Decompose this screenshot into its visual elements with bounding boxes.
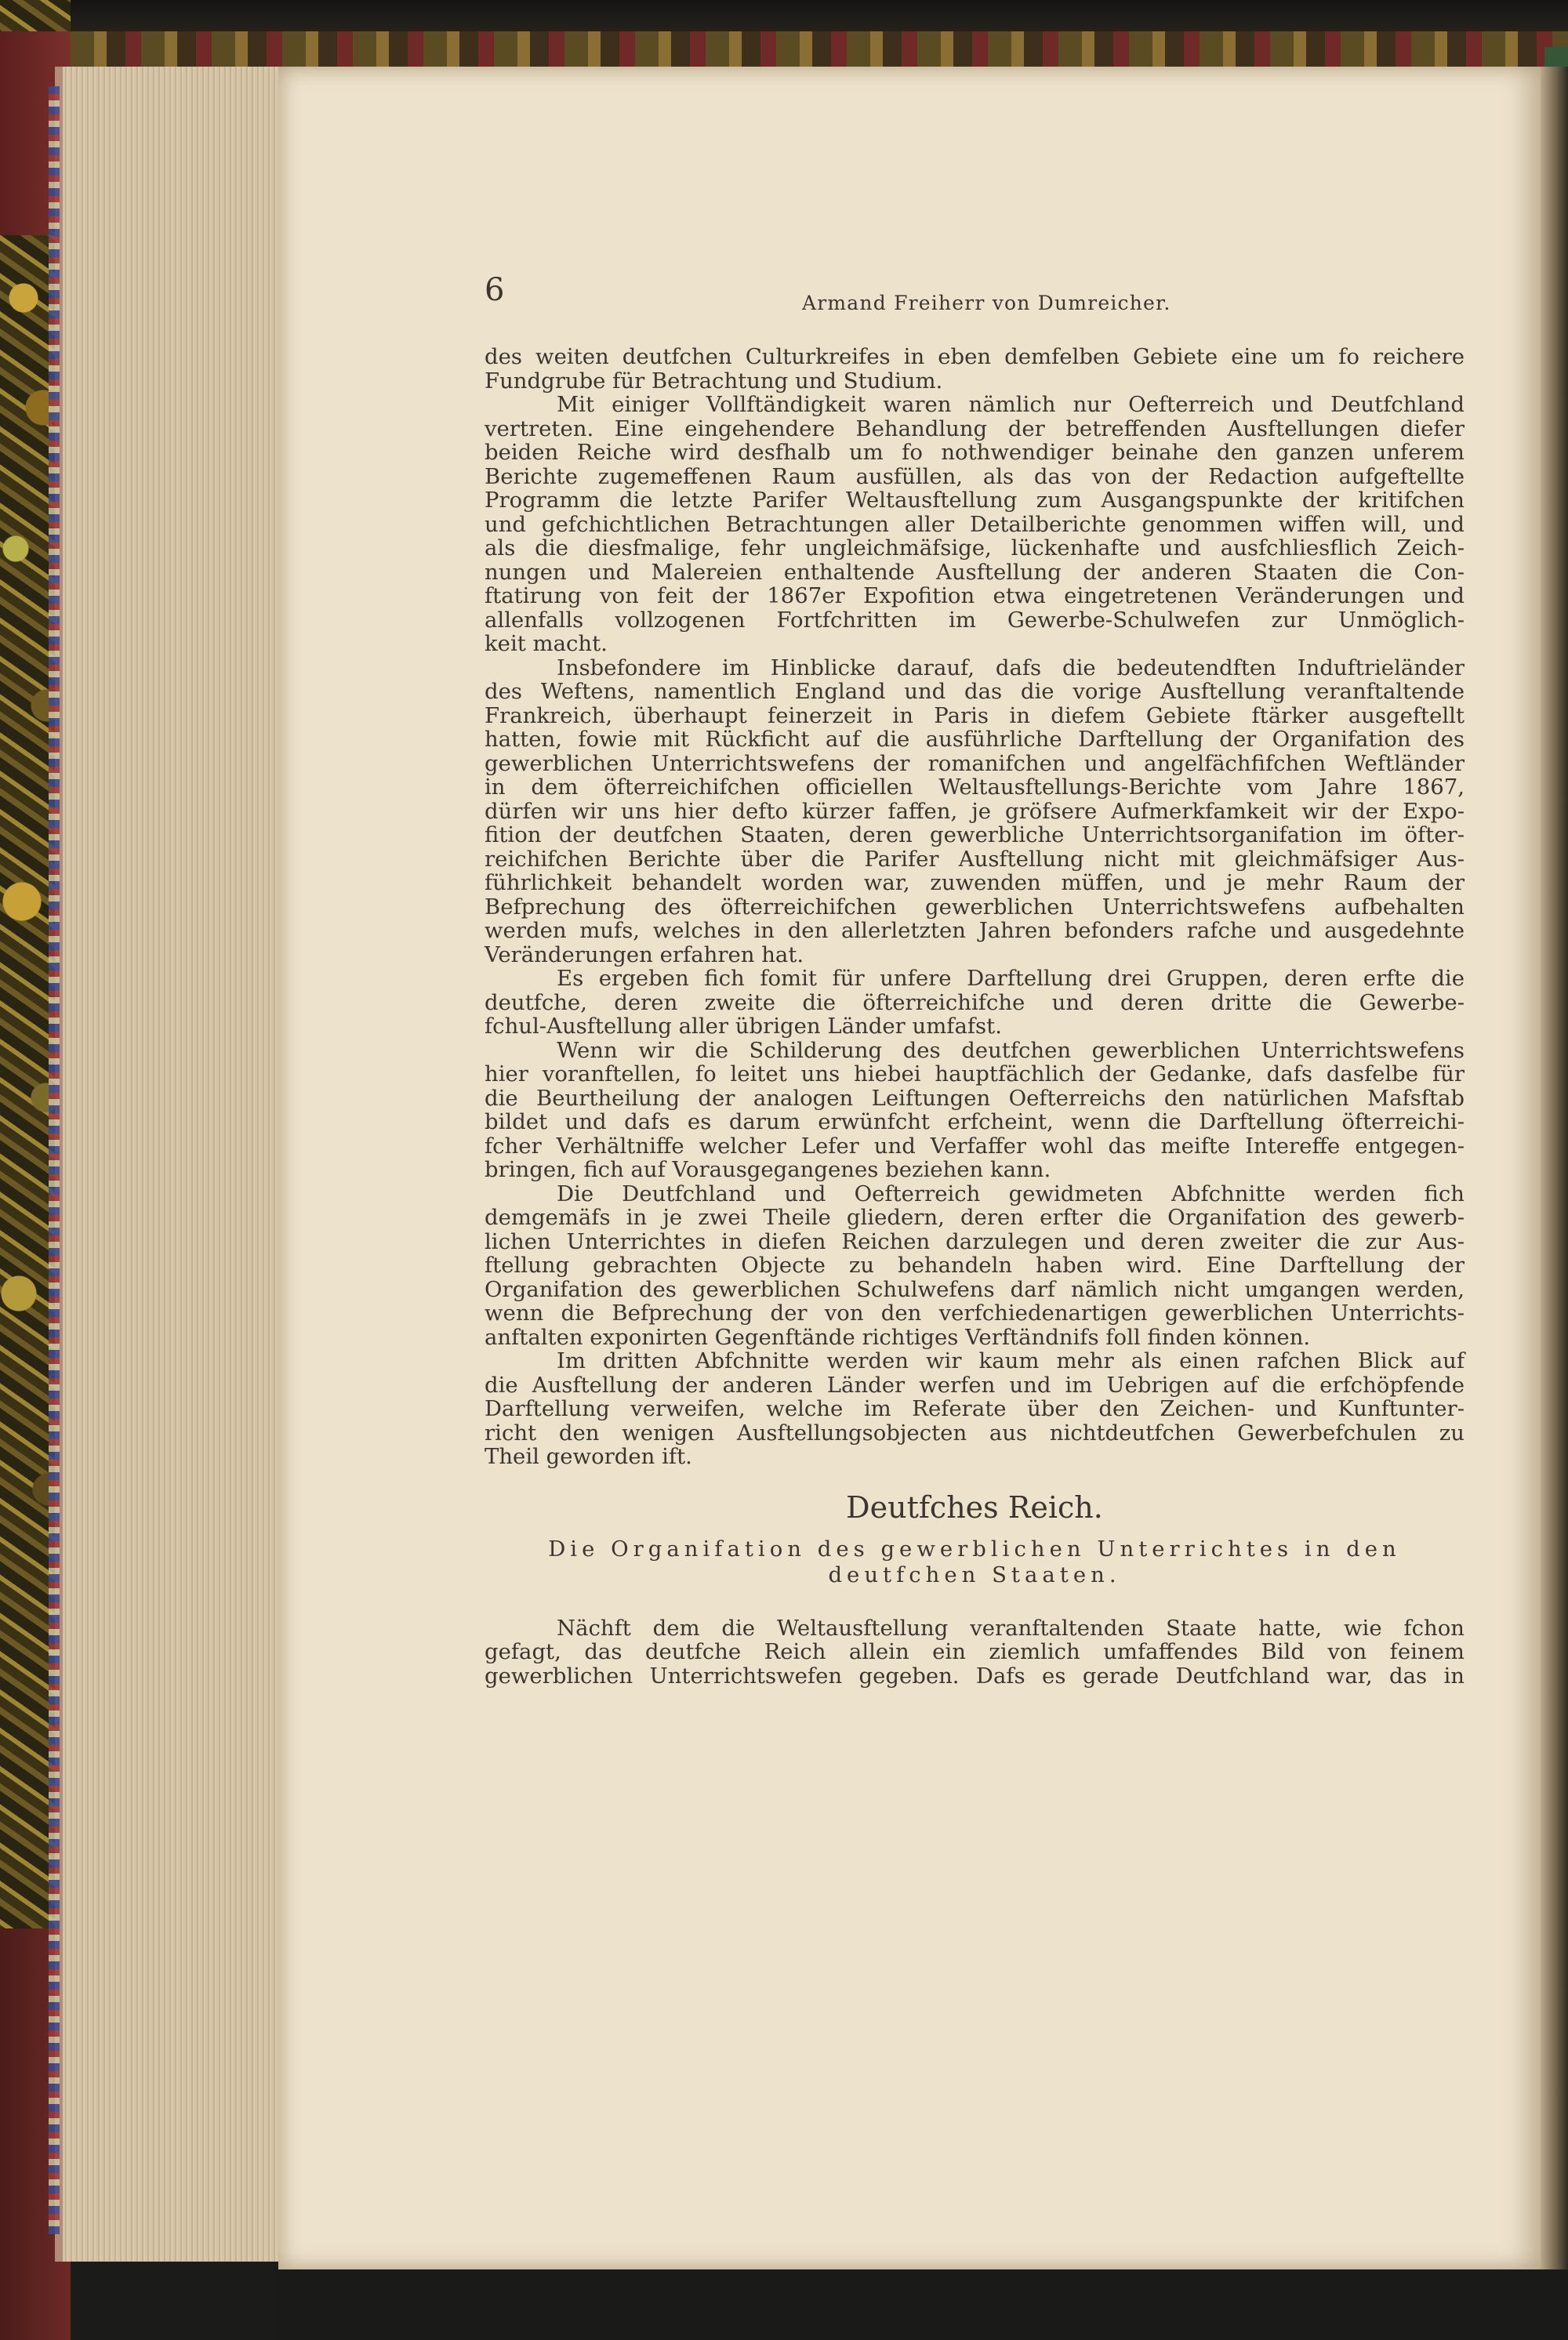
section-subheading-line: deutfchen Staaten. xyxy=(828,1562,1121,1587)
text-line: Berichte zugemeffenen Raum ausfüllen, als das von der Redaction aufgeftellte xyxy=(485,463,1465,489)
text-line: Organifation des gewerblichen Schulwefens darf nämlich nicht umgangen werden, xyxy=(485,1276,1465,1302)
marbled-top-edge xyxy=(71,31,1568,71)
text-line: Nächft dem die Weltausftellung veranftaltenden Staate hatte, wie fchon xyxy=(557,1615,1465,1641)
text-line: Wenn wir die Schilderung des deutfchen gewerblichen Unterrichtswefens xyxy=(557,1037,1465,1063)
running-head xyxy=(485,267,1465,345)
text-block xyxy=(485,267,1465,1688)
text-line: richt den wenigen Ausftellungsobjecten aus nichtdeutfchen Gewerbefchulen zu xyxy=(485,1420,1465,1446)
text-line: keit macht. xyxy=(485,631,608,656)
text-line: Es ergeben fich fomit für unfere Darftellung drei Gruppen, deren erfte die xyxy=(557,966,1465,991)
text-line: gefagt, das deutfche Reich allein ein ziemlich umfaffendes Bild von feinem xyxy=(485,1639,1465,1664)
text-line: reichifchen Berichte über die Parifer Ausftellung nicht mit gleichmäfsiger Aus- xyxy=(485,846,1465,872)
section-subheading-line: Die Organifation des gewerblichen Unterrichtes in den xyxy=(548,1536,1401,1562)
text-line: Frankreich, überhaupt feinerzeit in Paris in diefem Gebiete ftärker ausgeftellt xyxy=(485,702,1465,728)
text-line: gewerblichen Unterrichtswefen gegeben. Dafs es gerade Deutfchland war, das in xyxy=(485,1663,1465,1689)
text-line: deutfche, deren zweite die öfterreichifche und deren dritte die Gewerbe- xyxy=(485,989,1465,1015)
text-line: fcher Verhältniffe welcher Lefer und Verfaffer wohl das meifte Intereffe entgegen- xyxy=(485,1133,1465,1159)
text-line: beiden Reiche wird desfhalb um fo nothwendiger beinahe den ganzen unferem xyxy=(485,440,1465,465)
text-line: ftellung gebrachten Objecte zu behandeln haben wird. Eine Darftellung der xyxy=(485,1253,1465,1278)
text-line: vertreten. Eine eingehendere Behandlung der betreffenden Ausftellungen diefer xyxy=(485,415,1465,441)
page-block-edges xyxy=(55,67,282,2262)
text-line: hier voranftellen, fo leitet uns hiebei hauptfächlich der Gedanke, dafs dasfelbe für xyxy=(485,1061,1465,1087)
text-line: Insbefondere im Hinblicke darauf, dafs die bedeutendften Induftrieländer xyxy=(557,655,1465,680)
text-line: anftalten exponirten Gegenftände richtiges Verftändnifs foll finden können. xyxy=(485,1324,1311,1350)
text-line: Mit einiger Vollftändigkeit waren nämlich nur Oefterreich und Deutfchland xyxy=(557,392,1465,417)
text-line: des weiten deutfchen Culturkreifes in eben demfelben Gebiete eine um fo reichere xyxy=(485,344,1465,369)
text-line: Theil geworden ift. xyxy=(485,1444,692,1469)
paragraph xyxy=(485,1039,1465,1182)
text-line: Fundgrube für Betrachtung und Studium. xyxy=(485,368,943,394)
sprinkled-fore-edge xyxy=(49,86,60,2234)
text-line: Darftellung verweifen, welche im Referate über den Zeichen- und Kunftunter- xyxy=(485,1396,1465,1421)
paragraph xyxy=(485,345,1465,393)
text-line: allenfalls vollzogenen Fortfchritten im Gewerbe-Schulwefen zur Unmöglich- xyxy=(485,607,1465,633)
text-line: die Beurtheilung der analogen Leiftungen Oefterreichs den natürlichen Mafsftab xyxy=(485,1085,1465,1111)
text-line: fition der deutfchen Staaten, deren gewerbliche Unterrichtsorganifation im öfter- xyxy=(485,822,1465,847)
text-line: wenn die Befprechung der von den verfchiedenartigen gewerblichen Unterrichts- xyxy=(485,1301,1465,1326)
paragraph xyxy=(485,656,1465,967)
text-line: in dem öfterreichifchen officiellen Weltausftellungs-Berichte vom Jahre 1867, xyxy=(485,775,1465,800)
paragraph xyxy=(485,393,1465,656)
text-line: werden mufs, welches in den allerletzten Jahren befonders rafche und ausgedehnte xyxy=(485,918,1465,943)
section-heading: Deutfches Reich. xyxy=(846,1489,1103,1525)
section-subheading xyxy=(485,1536,1465,1588)
text-line: und gefchichtlichen Betrachtungen aller Detailberichte genommen wiffen will, und xyxy=(485,511,1465,537)
text-line: dürfen wir uns hier defto kürzer faffen, je gröfsere Aufmerkfamkeit wir der Expo- xyxy=(485,798,1465,824)
text-line: Im dritten Abfchnitte werden wir kaum mehr als einen rafchen Blick auf xyxy=(557,1348,1465,1373)
text-line: Die Deutfchland und Oefterreich gewidmeten Abfchnitte werden fich xyxy=(557,1181,1465,1206)
paragraph xyxy=(485,1616,1465,1689)
text-line: die Ausftellung der anderen Länder werfen und im Uebrigen auf die erfchöpfende xyxy=(485,1372,1465,1398)
text-line: gewerblichen Unterrichtswefens der romanifchen und angelfächfifchen Weftländer xyxy=(485,750,1465,776)
text-line: fchul-Ausftellung aller übrigen Länder umfafst. xyxy=(485,1014,1002,1039)
text-line: hatten, fowie mit Rückficht auf die ausführliche Darftellung der Organifation des xyxy=(485,727,1465,752)
paragraph xyxy=(485,967,1465,1039)
paragraph xyxy=(485,1349,1465,1469)
table-surface xyxy=(278,2269,1568,2340)
text-line: bringen, fich auf Vorausgegangenes beziehen kann. xyxy=(485,1157,1051,1182)
text-line: bildet und dafs es darum erwünfcht erfcheint, wenn die Darftellung öfterreichi- xyxy=(485,1109,1465,1134)
text-line: demgemäfs in je zwei Theile gliedern, deren erfter die Organifation des gewerb- xyxy=(485,1205,1465,1230)
text-line: lichen Unterrichtes in diefen Reichen darzulegen und deren zweiter die zur Aus- xyxy=(485,1228,1465,1254)
text-line: führlichkeit behandelt worden war, zuwenden müffen, und je mehr Raum der xyxy=(485,870,1465,895)
text-line: nungen und Malereien enthaltende Ausftellung der anderen Staaten die Con- xyxy=(485,559,1465,585)
text-line: Programm die letzte Parifer Weltausftellung zum Ausgangspunkte der kritifchen xyxy=(485,488,1465,513)
page-number: 6 xyxy=(485,272,505,308)
text-line: ftatirung von feit der 1867er Expofition etwa eingetretenen Veränderungen und xyxy=(485,583,1465,608)
running-title: Armand Freiherr von Dumreicher. xyxy=(802,292,1171,314)
text-line: des Weftens, namentlich England und das die vorige Ausftellung veranftaltende xyxy=(485,679,1465,704)
paragraph xyxy=(485,1182,1465,1350)
text-line: Veränderungen erfahren hat. xyxy=(485,941,804,967)
text-line: Befprechung des öfterreichifchen gewerblichen Unterrichtswefens aufbehalten xyxy=(485,894,1465,920)
text-line: als die diesfmalige, fehr ungleichmäfsige, lückenhafte und ausfchliesflich Zeich- xyxy=(485,535,1465,561)
page-gutter-shadow xyxy=(1541,67,1568,2269)
